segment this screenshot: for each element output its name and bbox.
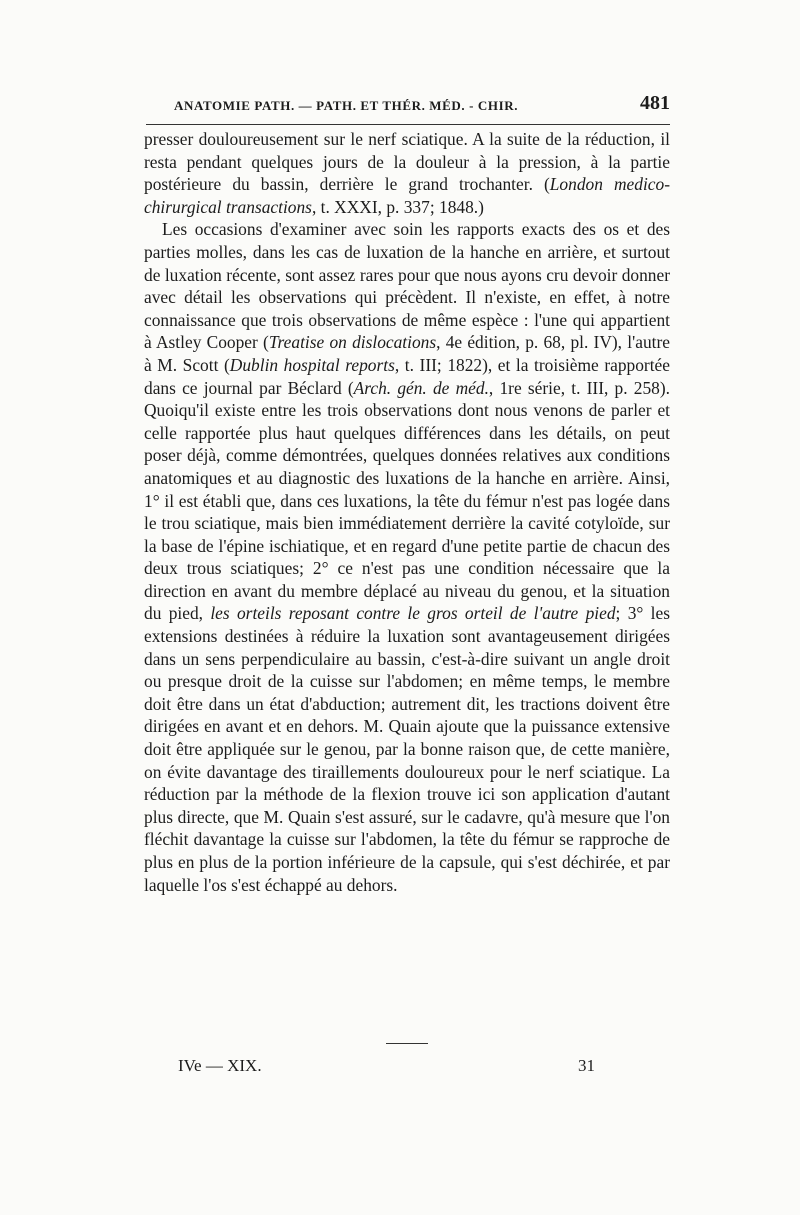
italic-citation: les orteils reposant contre le gros orteil de l'autre pied <box>210 603 616 624</box>
page-header <box>174 92 670 122</box>
italic-citation: Dublin hospital reports <box>229 354 395 375</box>
text-run: , 1re série, t. III, p. 258). Quoiqu'il existe entre les trois observations dont nous venons de parler et celle rapportée plus haut quelques différences dans les détails, on peut poser déjà, comme démontrées, quelques données relatives aux conditions anatomiques et au diagnostic des luxations de la hanche en arrière. Ainsi, 1° il est établi que, dans ces luxations, la tête du fémur n'est pas logée dans le trou sciatique, mais bien immédiatement derrière la cavité cotyloïde, sur la base de l'épine ischiatique, et en regard d'une petite partie de chacun des deux trous sciatiques; 2° ce n'est pas une condition nécessaire que la direction en avant du membre déplacé au niveau du genou, et la situation du pied, <box>144 377 670 624</box>
text-run: ; 3° les extensions destinées à réduire la luxation sont avantageusement dirigées dans un sens perpendiculaire au bassin, c'est-à-dire suivant un angle droit ou presque droit de la cuisse sur l'abdomen; en même temps, le membre doit être dans un état d'abduction; autrement dit, les tractions doivent être dirigées en avant et en dehors. M. Quain ajoute que la puissance extensive doit être appliquée sur le genou, par la bonne raison que, de cette manière, on évite davantage des tiraillements douloureux pour le nerf sciatique. La réduction par la méthode de la flexion trouve ici son application d'autant plus directe, que M. Quain s'est assuré, sur le cadavre, qu'à mesure que l'on fléchit davantage la cuisse sur l'abdomen, la tête du fémur se rapproche de plus en plus de la portion inférieure de la capsule, qui s'est déchirée, et par laquelle l'os s'est échappé au dehors. <box>144 603 671 895</box>
italic-citation: Arch. gén. de méd. <box>353 377 489 398</box>
text-run: , 4e édition, p. 68, pl. IV), l'autre à M. Scott ( <box>144 332 670 375</box>
text-run: presser douloureusement sur le nerf sciatique. A la suite de la réduction, il resta pendant quelques jours de la douleur à la pression, à la partie postérieure du bassin, derrière le grand trochanter. ( <box>144 129 670 195</box>
sheet-number: 31 <box>578 1056 595 1075</box>
italic-citation: Treatise on dislocations <box>268 332 437 353</box>
text-run: , t. III; 1822), et la troisième rapportée dans ce journal par Béclard ( <box>144 354 670 398</box>
body-text <box>144 128 670 896</box>
paragraph <box>144 128 670 218</box>
text-run: Les occasions d'examiner avec soin les rapports exacts des os et des parties molles, dans les cas de luxation de la hanche en arrière, et surtout de luxation récente, sont assez rares pour que nous ayons cru devoir donner avec détail les observations qui précèdent. Il n'existe, en effet, à notre connaissance que trois observations de même espèce : l'une qui appartient à Astley Cooper ( <box>144 219 670 353</box>
signature-mark: IVe — XIX. <box>178 1056 262 1075</box>
italic-citation: London medico-chirurgical transactions <box>144 174 670 217</box>
footer-rule <box>386 1043 428 1044</box>
page-number: 481 <box>640 92 670 114</box>
paragraph <box>144 218 670 896</box>
header-rule <box>146 124 670 125</box>
text-run: , t. XXXI, p. 337; 1848.) <box>311 196 484 217</box>
running-head: ANATOMIE PATH. — PATH. ET THÉR. MÉD. - CHIR. <box>174 98 519 113</box>
